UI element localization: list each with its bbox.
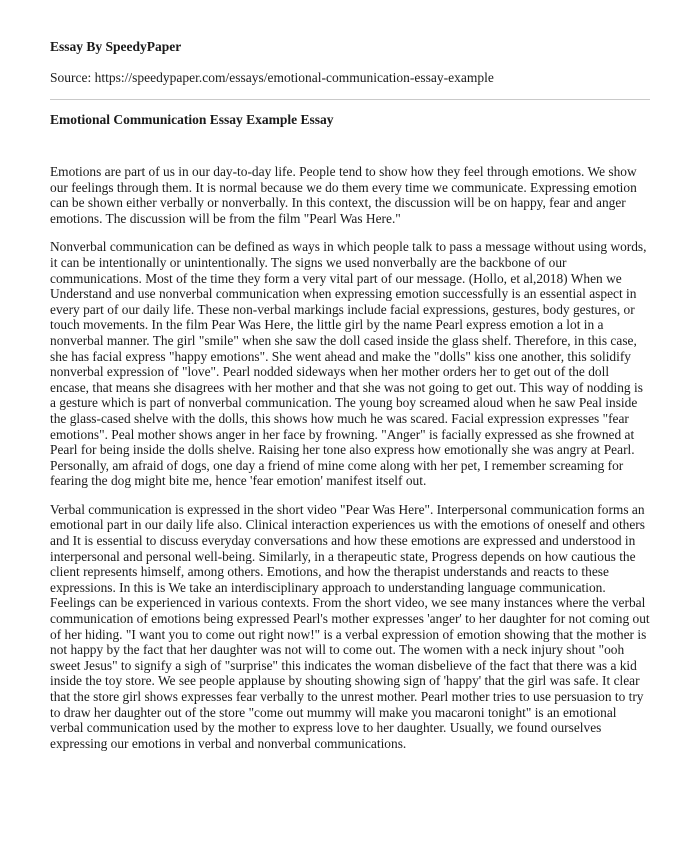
- source-line: [50, 69, 650, 86]
- essay-body: [50, 164, 650, 751]
- document-title: Essay By SpeedyPaper: [50, 39, 182, 54]
- document-page: [50, 38, 650, 764]
- paragraph-intro: Emotions are part of us in our day-to-day life. People tend to show how they feel through emotions. We show our feelings through them. It is normal because we do them every time we communicate. Expressing emotion can be shown either verbally or nonverbally. In this context, the discussion will be on happy, fear and anger emotions. The discussion will be from the film "Pearl Was Here.": [50, 164, 637, 226]
- source-prefix: Source:: [50, 70, 95, 85]
- paragraph-verbal: Verbal communication is expressed in the short video "Pear Was Here". Interpersonal communication forms an emotional part in our daily life also. Clinical interaction experiences us with the emotions of oneself and others and It is essential to discuss everyday conversations and how these emotions are expressed and understood in interpersonal and personal well-being. Similarly, in a therapeutic state, Progress depends on how cautious the client represents himself, among others. Emotions, and how the therapist understands and reacts to these expressions. In this is We take an interdisciplinary approach to understanding language communication. Feelings can be experienced in various contexts. From the short video, we see many instances where the verbal communication of emotions being expressed Pearl's mother expresses 'anger' to her daughter for not coming out of her hiding. "I want you to come out right now!" is a verbal expression of emotion showing that the mother is not happy by the fact that her daughter was not will to come out. The women with a neck injury shout "ooh sweet Jesus" to signify a sigh of "surprise" this indicates the woman disbelieve of the fact that there was a kid inside the toy store. We see people applause by shouting showing sign of 'happy' that the girl was safe. It clear that the store girl shows expresses fear verbally to the unrest mother. Pearl mother tries to use persuasion to try to draw her daughter out of the store "come out mummy will make you macaroni tonight" is an emotional verbal communication used by the mother to express love to her daughter. Usually, we found ourselves expressing our emotions in verbal and nonverbal communications.: [50, 501, 650, 751]
- source-url[interactable]: https://speedypaper.com/essays/emotional-communication-essay-example: [94, 70, 494, 85]
- divider: [50, 99, 650, 100]
- paragraph-nonverbal: Nonverbal communication can be defined as ways in which people talk to pass a message without using words, it can be intentionally or unintentionally. The signs we used nonverbally are the backbone of our communications. Most of the time they form a very vital part of our message. (Hollo, et al,2018) When we Understand and use nonverbal communication when expressing emotion successfully is an essential aspect in every part of our daily life. These non-verbal markings include facial expressions, gestures, body gestures, or touch movements. In the film Pear Was Here, the little girl by the name Pearl express emotion a lot in a nonverbal manner. The girl "smile" when she saw the doll cased inside the glass shelf. Therefore, in this case, she has facial express "happy emotions". She went ahead and make the "dolls" kiss one another, this solidify nonverbal expression of "love". Pearl nodded sideways when her mother orders her to get out of the doll encase, that means she disagrees with her mother and that she was not going to get out. This way of nodding is a gesture which is part of nonverbal communication. The young boy screamed aloud when he saw Peal inside the glass-cased shelve with the dolls, this shows how much he was scared. Facial expression expresses "fear emotions". Peal mother shows anger in her face by frowning. "Anger" is facially expressed as she frowned at Pearl for being inside the dolls shelve. Raising her tone also express how emotionally she was angry at Pearl. Personally, am afraid of dogs, one day a friend of mine come along with her pet, I remember screaming for fearing the dog might bite me, hence 'fear emotion' manifest itself out.: [50, 239, 647, 489]
- essay-title: Emotional Communication Essay Example Essay: [50, 112, 334, 127]
